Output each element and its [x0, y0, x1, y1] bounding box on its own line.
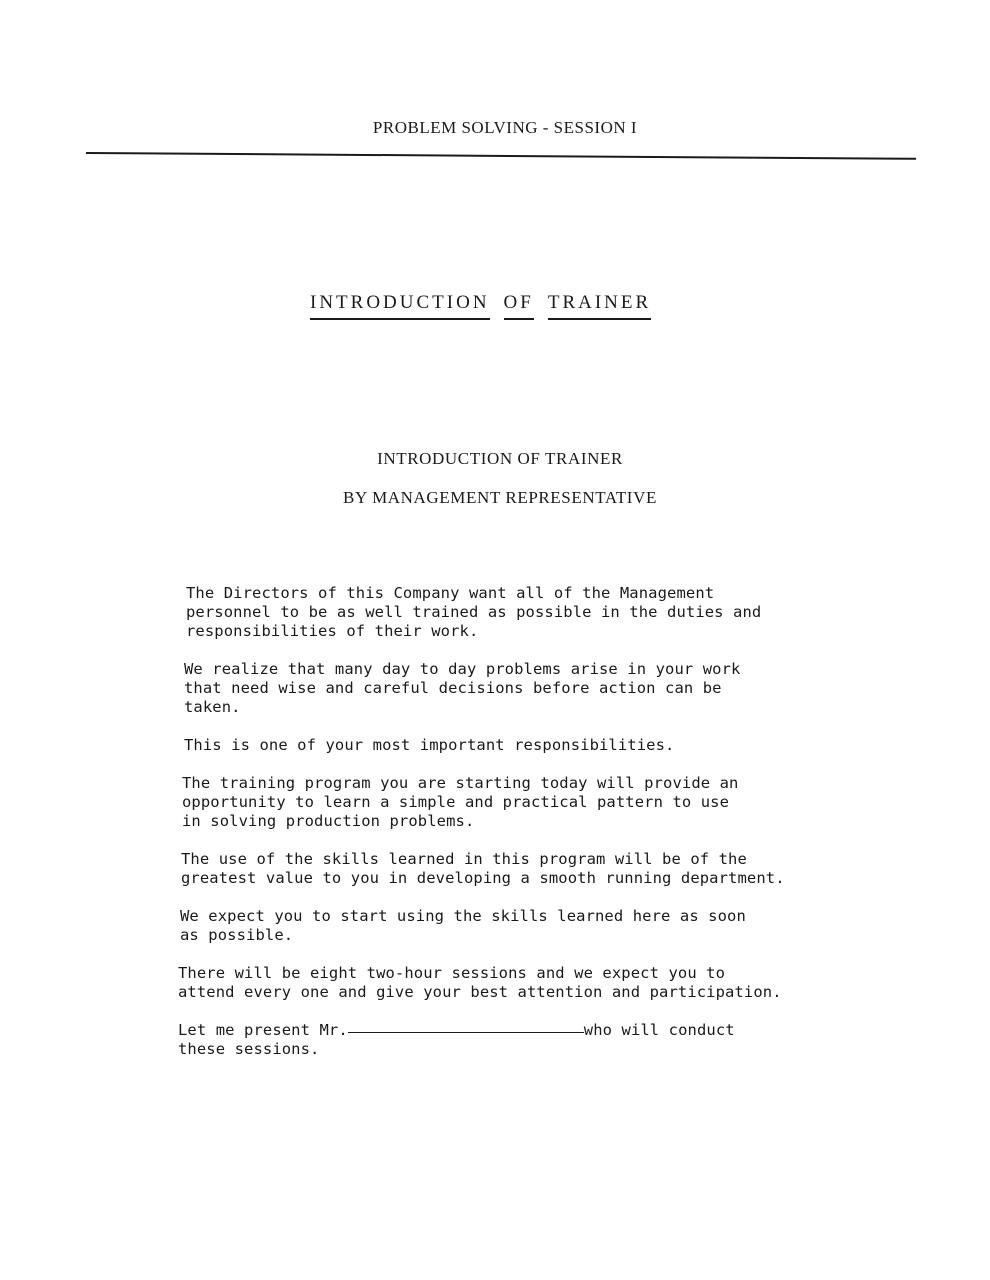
closing-after-blank: who will conduct	[583, 1021, 735, 1039]
trainer-name-blank	[348, 1032, 584, 1033]
paragraph-skills-value: The use of the skills learned in this program will be of the greatest value to you in developing a smooth running department.	[181, 850, 785, 887]
closing-line-2: these sessions.	[178, 1040, 320, 1058]
paragraph-sessions: There will be eight two-hour sessions and we expect you to attend every one and give your best attention and participation.	[178, 964, 782, 1001]
paragraph-problems: We realize that many day to day problems arise in your work that need wise and careful decisions before action can be taken.	[184, 660, 741, 716]
body-text	[178, 584, 838, 1078]
header-rule	[86, 152, 916, 160]
main-title	[310, 292, 665, 320]
closing-before-blank: Let me present Mr.	[178, 1021, 348, 1039]
paragraph-expectation: We expect you to start using the skills learned here as soon as possible.	[180, 907, 746, 944]
main-title-word-3: TRAINER	[548, 292, 651, 320]
paragraph-directors: The Directors of this Company want all of the Management personnel to be as well trained as possible in the duties and responsibilities of their work.	[186, 584, 762, 640]
paragraph-training-program: The training program you are starting today will provide an opportunity to learn a simple and practical pattern to use in solving production problems.	[182, 774, 739, 830]
main-title-word-1: INTRODUCTION	[310, 292, 490, 320]
paragraph-closing	[178, 1021, 838, 1059]
subtitle-line-2: BY MANAGEMENT REPRESENTATIVE	[343, 488, 657, 507]
subtitle-line-1: INTRODUCTION OF TRAINER	[377, 449, 623, 468]
main-title-word-2: OF	[504, 292, 534, 320]
page-header: PROBLEM SOLVING - SESSION I	[372, 118, 638, 137]
paragraph-responsibilities: This is one of your most important responsibilities.	[184, 736, 675, 754]
